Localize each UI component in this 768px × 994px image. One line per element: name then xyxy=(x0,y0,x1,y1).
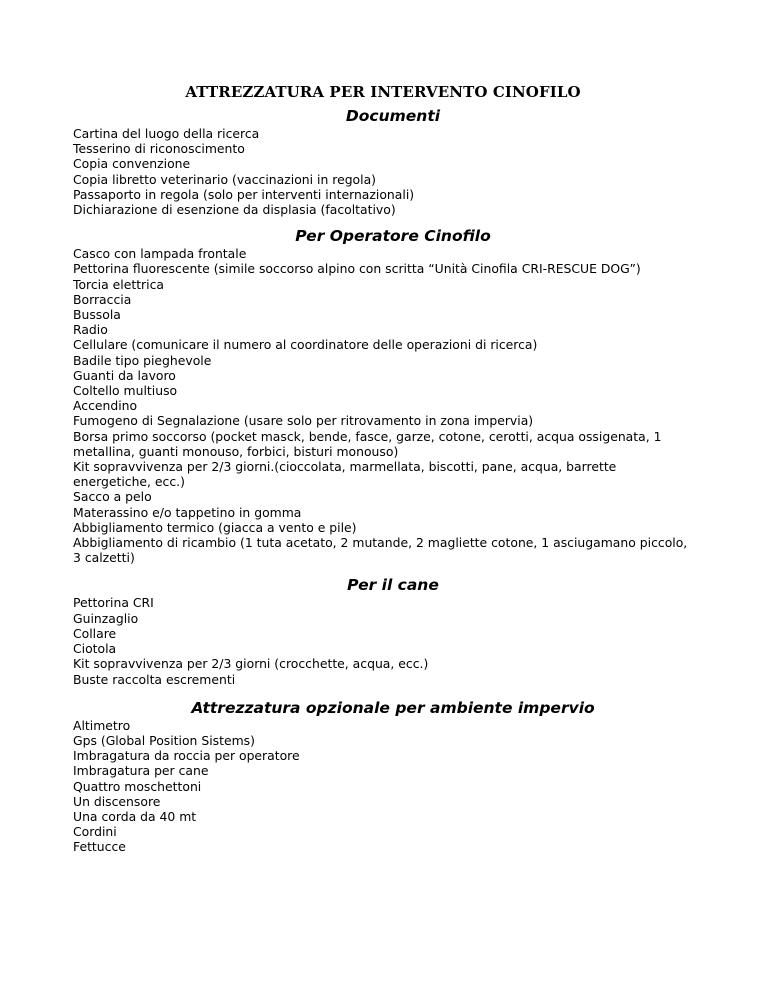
list-item: Imbragatura per cane xyxy=(73,763,209,779)
list-item: Collare xyxy=(73,625,117,641)
list-item: Abbigliamento termico (giacca a vento e pile) xyxy=(73,519,357,535)
list-item: Casco con lampada frontale xyxy=(73,246,247,262)
list-item: Fumogeno di Segnalazione (usare solo per ritrovamento in zona impervia) xyxy=(73,413,534,429)
list-item: Un discensore xyxy=(73,793,161,809)
list-item: Copia libretto veterinario (vaccinazioni in regola) xyxy=(73,171,377,187)
section-heading-operatore: Per Operatore Cinofilo xyxy=(295,227,491,246)
section-operatore-cinofilo xyxy=(73,226,693,565)
list-item: Fettucce xyxy=(73,839,126,855)
list-item: Kit sopravvivenza per 2/3 giorni (crocchette, acqua, ecc.) xyxy=(73,656,429,672)
list-item: Dichiarazione di esenzione da displasia (facoltativo) xyxy=(73,202,396,218)
list-operatore xyxy=(73,246,693,565)
list-item: Buste raccolta escrementi xyxy=(73,671,236,687)
list-item: metallina, guanti monouso, forbici, bisturi monouso) xyxy=(73,443,399,459)
list-item: Cartina del luogo della ricerca xyxy=(73,126,260,141)
list-item: Borraccia xyxy=(73,291,132,307)
list-item: Guinzaglio xyxy=(73,610,139,626)
list-item: Cellulare (comunicare il numero al coordinatore delle operazioni di ricerca) xyxy=(73,337,538,353)
list-item: Abbigliamento di ricambio (1 tuta acetato, 2 mutande, 2 magliette cotone, 1 asciugamano piccolo, xyxy=(73,535,688,551)
list-item: Accendino xyxy=(73,398,138,414)
list-item: 3 calzetti) xyxy=(73,550,135,566)
list-item: Materassino e/o tappetino in gomma xyxy=(73,504,302,520)
section-documenti xyxy=(73,106,693,217)
list-item: Cordini xyxy=(73,824,117,840)
list-item: Radio xyxy=(73,322,108,338)
list-item: Sacco a pelo xyxy=(73,489,152,505)
section-heading-cane: Per il cane xyxy=(347,576,439,595)
document-page xyxy=(73,83,693,855)
document-title: ATTREZZATURA PER INTERVENTO CINOFILO xyxy=(185,83,581,101)
section-heading-opzionale: Attrezzatura opzionale per ambiente impervio xyxy=(191,698,595,717)
list-item: Coltello multiuso xyxy=(73,383,178,399)
list-item: Quattro moschettoni xyxy=(73,778,202,794)
section-per-il-cane xyxy=(73,575,693,686)
list-item: Passaporto in regola (solo per interventi internazionali) xyxy=(73,186,415,202)
list-item: Gps (Global Position Sistems) xyxy=(73,732,255,748)
list-cane xyxy=(73,595,693,686)
list-documenti xyxy=(73,126,693,217)
section-heading-documenti: Documenti xyxy=(345,107,441,125)
list-item: Imbragatura da roccia per operatore xyxy=(73,748,300,764)
list-item: Borsa primo soccorso (pocket masck, bende, fasce, garze, cotone, cerotti, acqua ossigenata, 1 xyxy=(73,428,662,444)
list-item: Badile tipo pieghevole xyxy=(73,352,212,368)
section-attrezzatura-opzionale xyxy=(73,698,693,855)
list-item: Ciotola xyxy=(73,641,117,657)
list-opzionale xyxy=(73,718,693,855)
list-item: Kit sopravvivenza per 2/3 giorni.(cioccolata, marmellata, biscotti, pane, acqua, barrette xyxy=(73,459,617,475)
list-item: Bussola xyxy=(73,307,121,323)
list-item: Copia convenzione xyxy=(73,156,191,172)
list-item: Pettorina fluorescente (simile soccorso alpino con scritta “Unità Cinofila CRI-RESCUE DOG”) xyxy=(73,261,641,277)
list-item: Una corda da 40 mt xyxy=(73,808,197,824)
list-item: Pettorina CRI xyxy=(73,595,154,611)
list-item: Altimetro xyxy=(73,717,131,733)
list-item: energetiche, ecc.) xyxy=(73,474,185,490)
list-item: Torcia elettrica xyxy=(73,276,164,292)
list-item: Tesserino di riconoscimento xyxy=(73,141,245,157)
list-item: Guanti da lavoro xyxy=(73,367,176,383)
